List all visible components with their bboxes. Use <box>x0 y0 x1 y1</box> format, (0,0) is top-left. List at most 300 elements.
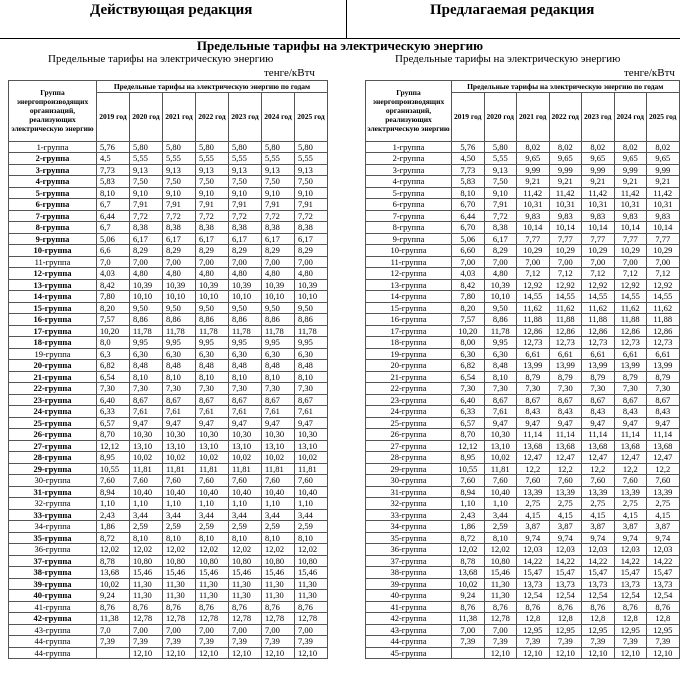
tariff-value-cell: 7,00 <box>484 624 517 636</box>
tariff-value-cell: 10,29 <box>549 245 582 257</box>
group-name-cell: 11-группа <box>366 256 452 268</box>
tariff-value-cell: 15,46 <box>229 567 262 579</box>
tariff-value-cell: 8,76 <box>582 601 615 613</box>
tariff-value-cell: 9,13 <box>196 164 229 176</box>
tariff-value-cell: 12,54 <box>517 590 550 602</box>
tariff-row <box>9 394 328 406</box>
group-name-cell: 29-группа <box>366 463 452 475</box>
tariff-value-cell: 7,60 <box>163 475 196 487</box>
tariff-row <box>9 486 328 498</box>
tariff-value-cell: 8,38 <box>262 222 295 234</box>
tariff-value-cell: 10,30 <box>229 429 262 441</box>
tariff-value-cell: 14,22 <box>647 555 680 567</box>
tariff-value-cell: 10,30 <box>262 429 295 441</box>
tariff-value-cell: 7,39 <box>452 636 485 648</box>
tariff-value-cell: 6,17 <box>262 233 295 245</box>
tariff-value-cell: 8,43 <box>549 406 582 418</box>
tariff-value-cell: 7,00 <box>163 624 196 636</box>
tariff-value-cell: 11,62 <box>582 302 615 314</box>
tariff-row <box>366 371 680 383</box>
tariff-value-cell: 8,79 <box>582 371 615 383</box>
tariff-value-cell: 12,2 <box>582 463 615 475</box>
tariff-row <box>9 463 328 475</box>
tariff-value-cell: 7,39 <box>517 636 550 648</box>
tariff-value-cell: 9,47 <box>484 417 517 429</box>
tariff-value-cell: 7,60 <box>229 475 262 487</box>
tariff-value-cell: 8,76 <box>130 601 163 613</box>
tariff-value-cell: 15,46 <box>295 567 328 579</box>
tariff-row <box>366 141 680 153</box>
tariff-value-cell: 7,00 <box>262 624 295 636</box>
tariff-value-cell: 10,14 <box>517 222 550 234</box>
tariff-value-cell: 1,86 <box>452 521 485 533</box>
tariff-value-cell: 12,92 <box>614 279 647 291</box>
tariff-value-cell: 8,10 <box>262 532 295 544</box>
tariff-value-cell: 6,61 <box>647 348 680 360</box>
tariff-value-cell: 2,59 <box>130 521 163 533</box>
tariff-value-cell: 7,91 <box>163 199 196 211</box>
tariff-value-cell: 8,10 <box>295 371 328 383</box>
tariff-row <box>366 222 680 234</box>
tariff-row <box>9 199 328 211</box>
tariff-value-cell: 7,39 <box>229 636 262 648</box>
tariff-value-cell: 15,47 <box>647 567 680 579</box>
tariff-value-cell: 7,77 <box>647 233 680 245</box>
tariff-row <box>366 429 680 441</box>
group-name-cell: 9-группа <box>366 233 452 245</box>
tariff-value-cell: 12,78 <box>484 613 517 625</box>
tariff-value-cell: 7,60 <box>647 475 680 487</box>
proposed-subtitle: Предельные тарифы на электрическую энергию <box>395 53 621 65</box>
tariff-value-cell: 8,0 <box>97 337 130 349</box>
tariff-value-cell: 7,57 <box>452 314 485 326</box>
group-name-cell: 31-группа <box>366 486 452 498</box>
tariff-row <box>366 314 680 326</box>
tariff-value-cell: 1,10 <box>295 498 328 510</box>
tariff-row <box>366 245 680 257</box>
year-header: 2024 год <box>614 92 647 141</box>
year-header: 2025 год <box>647 92 680 141</box>
tariff-value-cell: 3,44 <box>262 509 295 521</box>
tariff-row <box>366 544 680 556</box>
tariff-value-cell: 6,30 <box>262 348 295 360</box>
tariff-value-cell: 8,10 <box>97 187 130 199</box>
tariff-value-cell: 7,39 <box>614 636 647 648</box>
tariff-value-cell: 10,30 <box>163 429 196 441</box>
tariff-value-cell: 7,39 <box>97 636 130 648</box>
tariff-value-cell: 12,03 <box>517 544 550 556</box>
tariff-value-cell: 10,10 <box>262 291 295 303</box>
tariff-value-cell: 7,00 <box>196 256 229 268</box>
tariff-value-cell: 9,74 <box>549 532 582 544</box>
tariff-value-cell: 8,67 <box>582 394 615 406</box>
group-name-cell: 41-группа <box>9 601 97 613</box>
tariff-value-cell: 10,39 <box>295 279 328 291</box>
tariff-value-cell: 7,00 <box>295 256 328 268</box>
tariff-value-cell: 8,76 <box>262 601 295 613</box>
tariff-value-cell: 7,00 <box>130 256 163 268</box>
tariff-value-cell <box>452 647 485 659</box>
tariff-value-cell: 4,80 <box>130 268 163 280</box>
tariff-row <box>366 624 680 636</box>
tariff-value-cell: 7,57 <box>97 314 130 326</box>
current-tariff-panel <box>8 80 328 659</box>
group-name-cell: 37-группа <box>366 555 452 567</box>
group-name-cell: 27-группа <box>9 440 97 452</box>
tariff-value-cell: 5,55 <box>262 153 295 165</box>
tariff-value-cell: 7,39 <box>549 636 582 648</box>
tariff-value-cell: 12,02 <box>452 544 485 556</box>
tariff-value-cell: 11,30 <box>295 578 328 590</box>
tariff-value-cell: 12,92 <box>582 279 615 291</box>
tariff-value-cell: 8,70 <box>452 429 485 441</box>
group-name-cell: 43-группа <box>366 624 452 636</box>
tariff-value-cell: 8,76 <box>163 601 196 613</box>
tariff-value-cell: 8,29 <box>196 245 229 257</box>
tariff-row <box>9 521 328 533</box>
tariff-value-cell: 8,86 <box>229 314 262 326</box>
group-name-cell: 23-группа <box>366 394 452 406</box>
tariff-value-cell: 6,17 <box>484 233 517 245</box>
tariff-value-cell: 10,80 <box>130 555 163 567</box>
tariff-value-cell: 10,31 <box>549 199 582 211</box>
tariff-value-cell: 3,44 <box>295 509 328 521</box>
tariff-row <box>9 360 328 372</box>
tariff-value-cell: 8,48 <box>484 360 517 372</box>
tariff-value-cell: 8,95 <box>97 452 130 464</box>
tariff-value-cell: 8,38 <box>229 222 262 234</box>
tariff-value-cell: 8,94 <box>452 486 485 498</box>
tariff-value-cell: 1,10 <box>196 498 229 510</box>
tariff-row <box>9 578 328 590</box>
tariff-value-cell: 9,21 <box>614 176 647 188</box>
tariff-value-cell: 6,17 <box>196 233 229 245</box>
tariff-value-cell: 9,95 <box>262 337 295 349</box>
group-name-cell: 28-группа <box>9 452 97 464</box>
tariff-row <box>9 141 328 153</box>
tariff-value-cell: 8,42 <box>97 279 130 291</box>
tariff-row <box>9 233 328 245</box>
tariff-value-cell: 11,14 <box>517 429 550 441</box>
tariff-value-cell: 15,47 <box>549 567 582 579</box>
tariff-value-cell: 15,46 <box>196 567 229 579</box>
tariff-value-cell: 4,15 <box>517 509 550 521</box>
tariff-value-cell: 8,79 <box>549 371 582 383</box>
group-name-cell: 20-группа <box>9 360 97 372</box>
tariff-value-cell: 12,10 <box>582 647 615 659</box>
tariff-value-cell: 12,12 <box>97 440 130 452</box>
tariff-row <box>9 509 328 521</box>
year-header: 2019 год <box>97 92 130 141</box>
tariff-value-cell: 5,55 <box>130 153 163 165</box>
group-name-cell: 3-группа <box>9 164 97 176</box>
tariff-value-cell: 9,74 <box>517 532 550 544</box>
tariff-value-cell: 12,2 <box>549 463 582 475</box>
tariff-value-cell: 9,50 <box>229 302 262 314</box>
tariff-value-cell: 8,67 <box>130 394 163 406</box>
tariff-value-cell: 12,2 <box>614 463 647 475</box>
tariff-value-cell: 11,88 <box>614 314 647 326</box>
tariff-value-cell: 6,61 <box>614 348 647 360</box>
tariff-value-cell: 7,00 <box>163 256 196 268</box>
tariff-value-cell: 7,30 <box>97 383 130 395</box>
tariff-value-cell: 5,80 <box>229 141 262 153</box>
tariff-value-cell: 6,33 <box>452 406 485 418</box>
tariff-value-cell: 12,8 <box>614 613 647 625</box>
comparison-header <box>0 0 680 39</box>
tariff-value-cell: 10,31 <box>517 199 550 211</box>
tariff-value-cell: 11,78 <box>163 325 196 337</box>
group-name-cell: 26-группа <box>366 429 452 441</box>
tariff-value-cell: 5,83 <box>452 176 485 188</box>
tariff-row <box>9 325 328 337</box>
tariff-value-cell: 12,2 <box>647 463 680 475</box>
group-name-cell: 33-группа <box>9 509 97 521</box>
tariff-row <box>366 164 680 176</box>
tariff-value-cell: 11,14 <box>614 429 647 441</box>
tariff-value-cell: 7,00 <box>452 624 485 636</box>
proposed-tariff-table <box>365 80 680 659</box>
tariff-value-cell: 13,10 <box>229 440 262 452</box>
group-name-cell: 15-группа <box>366 302 452 314</box>
tariff-value-cell: 5,76 <box>452 141 485 153</box>
tariff-value-cell: 13,10 <box>130 440 163 452</box>
tariff-row <box>9 222 328 234</box>
tariff-value-cell: 12,92 <box>549 279 582 291</box>
tariff-value-cell: 10,31 <box>582 199 615 211</box>
tariff-row <box>9 555 328 567</box>
tariff-value-cell: 9,95 <box>229 337 262 349</box>
tariff-row <box>366 636 680 648</box>
tariff-value-cell: 8,79 <box>647 371 680 383</box>
tariff-value-cell: 7,39 <box>262 636 295 648</box>
group-name-cell: 12-группа <box>9 268 97 280</box>
tariff-row <box>9 544 328 556</box>
tariff-value-cell: 7,30 <box>582 383 615 395</box>
tariff-value-cell: 13,99 <box>614 360 647 372</box>
tariff-value-cell: 9,47 <box>582 417 615 429</box>
group-name-cell: 22-группа <box>366 383 452 395</box>
group-column-header: Группа энергопроизводящих организаций, реализующих электрическую энергию <box>366 81 452 142</box>
tariff-value-cell: 14,22 <box>549 555 582 567</box>
tariff-value-cell: 9,95 <box>163 337 196 349</box>
tariff-value-cell: 12,02 <box>163 544 196 556</box>
tariff-value-cell: 5,55 <box>196 153 229 165</box>
tariff-value-cell: 9,99 <box>614 164 647 176</box>
tariff-row <box>366 555 680 567</box>
tariff-row <box>366 233 680 245</box>
tariff-value-cell: 8,86 <box>130 314 163 326</box>
tariff-value-cell: 9,47 <box>262 417 295 429</box>
tariff-value-cell: 14,55 <box>517 291 550 303</box>
tariff-value-cell: 6,57 <box>97 417 130 429</box>
tariff-value-cell: 13,39 <box>582 486 615 498</box>
tariff-row <box>366 302 680 314</box>
group-name-cell: 18-группа <box>366 337 452 349</box>
tariff-value-cell: 3,44 <box>163 509 196 521</box>
tariff-value-cell: 8,67 <box>647 394 680 406</box>
tariff-value-cell: 12,02 <box>130 544 163 556</box>
year-header: 2023 год <box>582 92 615 141</box>
tariff-value-cell: 10,39 <box>484 279 517 291</box>
tariff-value-cell: 8,76 <box>97 601 130 613</box>
tariff-row <box>366 256 680 268</box>
group-name-cell: 3-группа <box>366 164 452 176</box>
tariff-value-cell: 10,14 <box>549 222 582 234</box>
year-header: 2023 год <box>229 92 262 141</box>
tariff-value-cell: 13,10 <box>295 440 328 452</box>
tariff-value-cell: 14,55 <box>614 291 647 303</box>
tariff-value-cell: 7,61 <box>295 406 328 418</box>
tariff-value-cell: 4,80 <box>262 268 295 280</box>
tariff-value-cell: 13,73 <box>517 578 550 590</box>
tariff-value-cell: 7,77 <box>614 233 647 245</box>
tariff-value-cell: 11,30 <box>229 590 262 602</box>
tariff-value-cell: 12,10 <box>262 647 295 659</box>
group-name-cell: 45-группа <box>366 647 452 659</box>
tariff-value-cell: 12,8 <box>517 613 550 625</box>
tariff-value-cell: 13,10 <box>163 440 196 452</box>
tariff-value-cell: 9,24 <box>452 590 485 602</box>
tariff-value-cell: 12,86 <box>614 325 647 337</box>
tariff-value-cell: 7,61 <box>229 406 262 418</box>
tariff-value-cell: 7,50 <box>229 176 262 188</box>
tariff-row <box>366 176 680 188</box>
tariff-row <box>366 210 680 222</box>
tariff-value-cell: 12,78 <box>163 613 196 625</box>
tariff-value-cell: 8,43 <box>647 406 680 418</box>
tariff-value-cell: 6,44 <box>452 210 485 222</box>
tariff-value-cell: 6,30 <box>452 348 485 360</box>
tariff-value-cell: 9,47 <box>130 417 163 429</box>
tariff-value-cell: 6,3 <box>97 348 130 360</box>
tariff-value-cell: 12,10 <box>130 647 163 659</box>
group-name-cell: 27-группа <box>366 440 452 452</box>
tariff-value-cell: 12,95 <box>582 624 615 636</box>
tariff-row <box>366 613 680 625</box>
group-name-cell: 6-группа <box>366 199 452 211</box>
tariff-value-cell: 3,87 <box>582 521 615 533</box>
tariff-row <box>366 521 680 533</box>
tariff-value-cell: 7,72 <box>130 210 163 222</box>
tariff-row <box>9 417 328 429</box>
tariff-value-cell: 5,55 <box>295 153 328 165</box>
tariff-value-cell: 12,02 <box>262 544 295 556</box>
group-name-cell: 14-группа <box>9 291 97 303</box>
tariff-value-cell: 6,33 <box>97 406 130 418</box>
tariff-value-cell: 8,38 <box>163 222 196 234</box>
tariff-row <box>9 279 328 291</box>
tariff-value-cell: 13,10 <box>484 440 517 452</box>
tariff-value-cell: 7,60 <box>295 475 328 487</box>
tariff-value-cell: 12,10 <box>163 647 196 659</box>
tariff-value-cell: 7,72 <box>196 210 229 222</box>
tariff-row <box>366 153 680 165</box>
tariff-value-cell: 8,48 <box>130 360 163 372</box>
tariff-value-cell: 10,39 <box>130 279 163 291</box>
tariff-value-cell: 3,44 <box>229 509 262 521</box>
tariff-value-cell: 6,30 <box>229 348 262 360</box>
tariff-value-cell: 9,74 <box>582 532 615 544</box>
tariff-value-cell: 10,80 <box>229 555 262 567</box>
tariff-value-cell: 12,73 <box>647 337 680 349</box>
tariff-value-cell: 13,68 <box>452 567 485 579</box>
group-name-cell: 39-группа <box>366 578 452 590</box>
tariff-value-cell: 7,12 <box>582 268 615 280</box>
group-name-cell: 35-группа <box>9 532 97 544</box>
tariff-value-cell: 11,30 <box>262 590 295 602</box>
tariff-value-cell: 8,95 <box>452 452 485 464</box>
tariff-value-cell: 10,31 <box>614 199 647 211</box>
tariff-value-cell: 9,21 <box>517 176 550 188</box>
tariff-row <box>9 337 328 349</box>
tariff-value-cell: 2,43 <box>97 509 130 521</box>
tariff-value-cell: 1,10 <box>452 498 485 510</box>
tariff-value-cell: 7,00 <box>582 256 615 268</box>
tariff-value-cell: 5,83 <box>97 176 130 188</box>
tariff-value-cell: 10,02 <box>130 452 163 464</box>
tariff-value-cell: 9,10 <box>484 187 517 199</box>
tariff-value-cell: 6,30 <box>295 348 328 360</box>
tariff-value-cell: 9,13 <box>262 164 295 176</box>
tariff-value-cell: 11,14 <box>647 429 680 441</box>
tariff-value-cell: 8,48 <box>262 360 295 372</box>
tariff-value-cell: 11,38 <box>97 613 130 625</box>
tariff-value-cell: 6,17 <box>163 233 196 245</box>
tariff-value-cell: 10,20 <box>97 325 130 337</box>
tariff-value-cell: 4,50 <box>452 153 485 165</box>
tariff-value-cell: 13,68 <box>517 440 550 452</box>
tariff-value-cell: 7,39 <box>196 636 229 648</box>
tariff-value-cell: 7,39 <box>484 636 517 648</box>
tariff-value-cell: 8,29 <box>295 245 328 257</box>
current-unit: тенге/кВтч <box>264 67 315 79</box>
tariff-value-cell: 4,80 <box>295 268 328 280</box>
tariff-value-cell: 7,60 <box>614 475 647 487</box>
tariff-value-cell: 4,80 <box>229 268 262 280</box>
tariff-row <box>9 371 328 383</box>
tariff-row <box>366 486 680 498</box>
tariff-value-cell: 7,77 <box>582 233 615 245</box>
tariff-row <box>366 383 680 395</box>
tariff-value-cell: 12,8 <box>549 613 582 625</box>
tariff-value-cell: 4,80 <box>484 268 517 280</box>
tariff-value-cell: 6,61 <box>517 348 550 360</box>
tariff-value-cell: 7,50 <box>130 176 163 188</box>
tariff-value-cell: 8,10 <box>196 371 229 383</box>
tariff-value-cell: 4,03 <box>97 268 130 280</box>
tariff-value-cell: 9,50 <box>295 302 328 314</box>
tariff-row <box>9 475 328 487</box>
tariff-value-cell: 8,02 <box>647 141 680 153</box>
tariff-row <box>9 567 328 579</box>
group-name-cell: 44-группа <box>9 647 97 659</box>
tariff-value-cell: 8,02 <box>582 141 615 153</box>
tariff-value-cell: 4,80 <box>163 268 196 280</box>
tariff-value-cell: 15,46 <box>484 567 517 579</box>
tariff-value-cell: 12,78 <box>229 613 262 625</box>
tariff-value-cell: 12,73 <box>614 337 647 349</box>
tariff-value-cell: 8,10 <box>130 532 163 544</box>
tariff-row <box>366 475 680 487</box>
tariff-value-cell: 12,95 <box>614 624 647 636</box>
tariff-value-cell: 8,86 <box>163 314 196 326</box>
tariff-value-cell: 10,40 <box>130 486 163 498</box>
tariff-value-cell: 9,47 <box>196 417 229 429</box>
tariff-row <box>366 509 680 521</box>
group-name-cell: 36-группа <box>9 544 97 556</box>
tariff-value-cell: 11,81 <box>295 463 328 475</box>
